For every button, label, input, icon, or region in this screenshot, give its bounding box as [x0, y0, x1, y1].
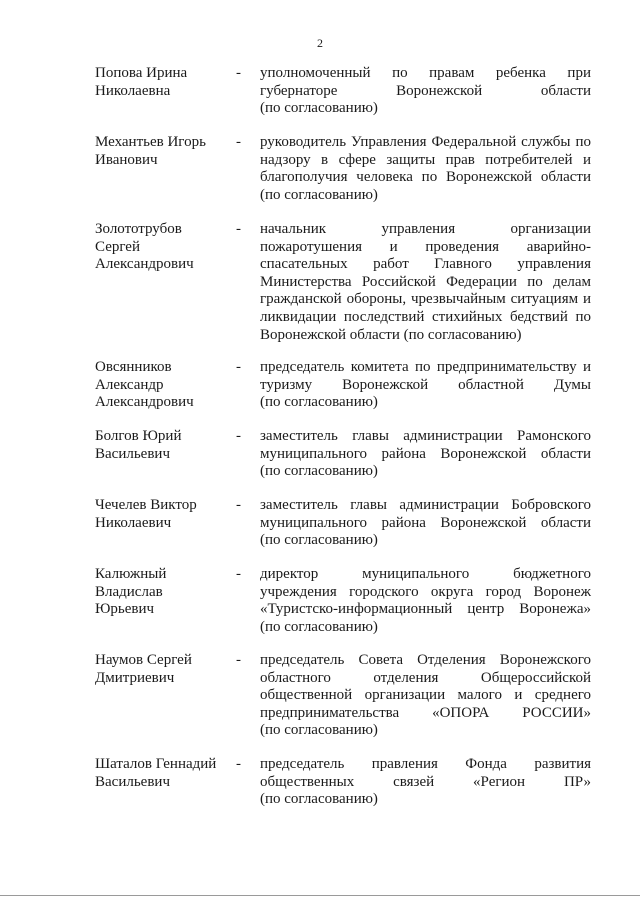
member-name	[95, 221, 230, 274]
member-name-line: Сергей	[95, 238, 140, 255]
member-position	[260, 566, 591, 636]
member-position-line: муниципального района Воронежской области	[260, 445, 591, 462]
member-position-line: общественных связей «Регион ПР»	[260, 773, 591, 790]
dash-separator: -	[236, 428, 241, 444]
member-position-line: заместитель главы администрации Бобровского	[260, 497, 591, 513]
member-position-line: (по согласованию)	[260, 186, 378, 203]
member-name-line: Калюжный	[95, 566, 167, 582]
dash-separator: -	[236, 221, 241, 237]
member-name	[95, 359, 230, 412]
member-position-line: муниципального района Воронежской области	[260, 514, 591, 531]
member-name-line: Александрович	[95, 394, 194, 411]
member-name-line: Золототрубов	[95, 221, 182, 237]
member-position	[260, 134, 591, 204]
member-name	[95, 428, 230, 463]
member-position-line: Министерства Российской Федерации по делам	[260, 273, 591, 290]
member-name-line: Механтьев Игорь	[95, 134, 206, 150]
member-position	[260, 428, 591, 481]
member-name-line: Чечелев Виктор	[95, 497, 197, 513]
member-name-line: Александр	[95, 376, 164, 393]
member-name-line: Юрьевич	[95, 601, 155, 618]
member-name-line: Васильевич	[95, 773, 170, 790]
member-position-line: туризму Воронежской областной Думы	[260, 376, 591, 393]
member-name-line: Попова Ирина	[95, 65, 188, 81]
member-position-line: (по согласованию)	[260, 100, 378, 117]
member-name	[95, 652, 230, 687]
dash-separator: -	[236, 756, 241, 772]
member-position-line: (по согласованию)	[260, 532, 378, 549]
member-name-line: Наумов Сергей	[95, 652, 192, 668]
member-position	[260, 497, 591, 550]
member-position-line: директор муниципального бюджетного	[260, 566, 591, 582]
member-position-line: областного отделения Общероссийской	[260, 669, 591, 686]
dash-separator: -	[236, 652, 241, 668]
member-name	[95, 756, 230, 791]
bottom-rule	[0, 895, 640, 896]
member-name-line: Овсянников	[95, 359, 172, 375]
member-name	[95, 134, 230, 169]
member-position-line: предпринимательства «ОПОРА РОССИИ»	[260, 704, 591, 721]
member-position	[260, 359, 591, 412]
dash-separator: -	[236, 65, 241, 81]
member-position-line: Воронежской области (по согласованию)	[260, 326, 522, 343]
member-name	[95, 65, 230, 100]
page-number: 2	[317, 36, 323, 50]
dash-separator: -	[236, 566, 241, 582]
member-position	[260, 65, 591, 118]
member-position-line: уполномоченный по правам ребенка при	[260, 65, 591, 81]
member-position-line: «Туристско-информационный центр Воронежа»	[260, 601, 591, 618]
member-position-line: заместитель главы администрации Рамонского	[260, 428, 591, 444]
member-position-line: спасательных работ Главного управления	[260, 256, 591, 273]
dash-separator: -	[236, 134, 241, 150]
member-position-line: руководитель Управления Федеральной службы по	[260, 134, 591, 150]
member-position	[260, 756, 591, 809]
member-position-line: губернаторе Воронежской области	[260, 82, 591, 99]
member-name-line: Болгов Юрий	[95, 428, 182, 444]
member-position-line: (по согласованию)	[260, 722, 378, 739]
member-position	[260, 652, 591, 740]
member-position-line: (по согласованию)	[260, 394, 378, 411]
member-position-line: председатель Совета Отделения Воронежского	[260, 652, 591, 668]
member-position-line: общественной организации малого и среднего	[260, 687, 591, 704]
member-name	[95, 497, 230, 532]
member-position-line: гражданской обороны, чрезвычайным ситуациям и	[260, 291, 591, 308]
dash-separator: -	[236, 359, 241, 375]
member-position-line: председатель комитета по предпринимательству и	[260, 359, 591, 375]
member-name-line: Александрович	[95, 256, 194, 273]
member-name-line: Владислав	[95, 583, 163, 600]
dash-separator: -	[236, 497, 241, 513]
member-position-line: надзору в сфере защиты прав потребителей и	[260, 151, 591, 168]
member-position-line: учреждения городского округа город Воронеж	[260, 583, 591, 600]
member-name-line: Иванович	[95, 151, 158, 168]
member-position-line: (по согласованию)	[260, 618, 378, 635]
member-position-line: (по согласованию)	[260, 463, 378, 480]
member-name-line: Николаевич	[95, 514, 172, 531]
member-name-line: Николаевна	[95, 82, 171, 99]
member-position-line: благополучия человека по Воронежской области	[260, 169, 591, 186]
member-name-line: Дмитриевич	[95, 669, 175, 686]
member-name-line: Шаталов Геннадий	[95, 756, 217, 772]
member-position-line: пожаротушения и проведения аварийно-	[260, 238, 591, 255]
member-name	[95, 566, 230, 619]
member-position-line: ликвидации последствий стихийных бедствий по	[260, 308, 591, 325]
member-position-line: (по согласованию)	[260, 791, 378, 808]
member-position-line: начальник управления организации	[260, 221, 591, 237]
member-name-line: Васильевич	[95, 445, 170, 462]
member-position	[260, 221, 591, 344]
member-position-line: председатель правления Фонда развития	[260, 756, 591, 772]
